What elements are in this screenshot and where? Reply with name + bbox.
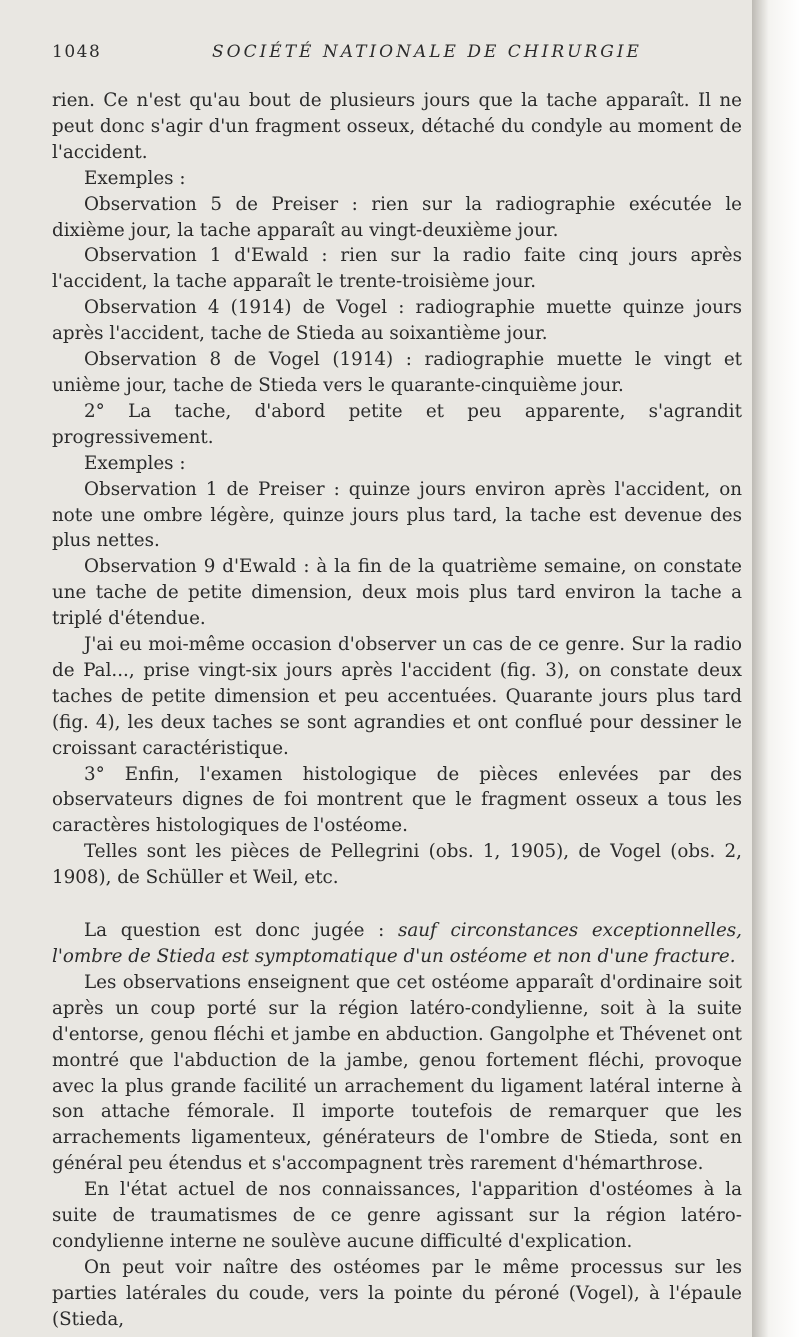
paragraph: Les observations enseignent que cet ostéome apparaît d'ordinaire soit après un coup porté sur la région latéro-condylienne, soit à la suite d'entorse, genou fléchi et jambe en abduction. Gangolphe et Thévenet ont montré que l'abduction de la jambe, genou fortement fléchi, provoque avec la plus grande facilité un arrachement du ligament latéral interne à son attache fémorale. Il importe toutefois de remarquer que les arrachements ligamenteux, générateurs de l'ombre de Stieda, sont en général peu étendus et s'accompagnent très rarement d'hémarthrose.: [52, 971, 742, 1175]
conclusion-italic: sauf circonstances exceptionnelles, l'ombre de Stieda est symptomatique d'un ostéome et non d'une fracture.: [52, 920, 742, 967]
paragraph: Observation 1 d'Ewald : rien sur la radio faite cinq jours après l'accident, la tache apparaît le trente-troisième jour.: [52, 245, 742, 293]
paragraph: Observation 1 de Preiser : quinze jours environ après l'accident, on note une ombre légère, quinze jours plus tard, la tache est devenue des plus nettes.: [52, 478, 742, 552]
paragraph: rien. Ce n'est qu'au bout de plusieurs jours que la tache apparaît. Il ne peut donc s'agir d'un fragment osseux, détaché du condyle au moment de l'accident.: [52, 90, 742, 163]
body-text: [52, 88, 742, 1333]
paragraph: On peut voir naître des ostéomes par le même processus sur les parties latérales du coude, vers la pointe du péroné (Vogel), à l'épaule (Stieda,: [52, 1256, 742, 1330]
conclusion-lead: La question est donc jugée :: [84, 920, 398, 942]
paragraph: 2° La tache, d'abord petite et peu apparente, s'agrandit progressivement.: [52, 400, 742, 448]
paragraph: J'ai eu moi-même occasion d'observer un cas de ce genre. Sur la radio de Pal..., prise vingt-six jours après l'accident (fig. 3), on constate deux taches de petite dimension et peu accentuées. Quarante jours plus tard (fig. 4), les deux taches se sont agrandies et ont conflué pour dessiner le croissant caractéristique.: [52, 634, 742, 759]
paragraph: En l'état actuel de nos connaissances, l'apparition d'ostéomes à la suite de traumatismes de ce genre agissant sur la région latéro-condylienne interne ne soulève aucune difficulté d'explication.: [52, 1179, 742, 1252]
paragraph: Observation 9 d'Ewald : à la fin de la quatrième semaine, on constate une tache de petite dimension, deux mois plus tard environ la tache a triplé d'étendue.: [52, 556, 742, 630]
conclusion-paragraph: [52, 918, 742, 970]
paragraph: Exemples :: [84, 452, 186, 474]
paragraph: Observation 4 (1914) de Vogel : radiographie muette quinze jours après l'accident, tache de Stieda au soixantième jour.: [52, 297, 742, 345]
page-header: [52, 42, 742, 66]
paragraph: 3° Enfin, l'examen histologique de pièces enlevées par des observateurs dignes de foi montrent que le fragment osseux a tous les caractères histologiques de l'ostéome.: [52, 763, 742, 837]
page-edge: [752, 0, 800, 1337]
running-title: SOCIÉTÉ NATIONALE DE CHIRURGIE: [212, 42, 642, 62]
section-gap: [52, 891, 742, 918]
paragraph: Observation 5 de Preiser : rien sur la radiographie exécutée le dixième jour, la tache apparaît au vingt-deuxième jour.: [52, 193, 742, 241]
page-number: 1048: [52, 42, 102, 62]
paragraph: Telles sont les pièces de Pellegrini (obs. 1, 1905), de Vogel (obs. 2, 1908), de Schüller et Weil, etc.: [52, 841, 742, 889]
paragraph: Exemples :: [84, 167, 186, 189]
paragraph: Observation 8 de Vogel (1914) : radiographie muette le vingt et unième jour, tache de Stieda vers le quarante-cinquième jour.: [52, 349, 742, 396]
